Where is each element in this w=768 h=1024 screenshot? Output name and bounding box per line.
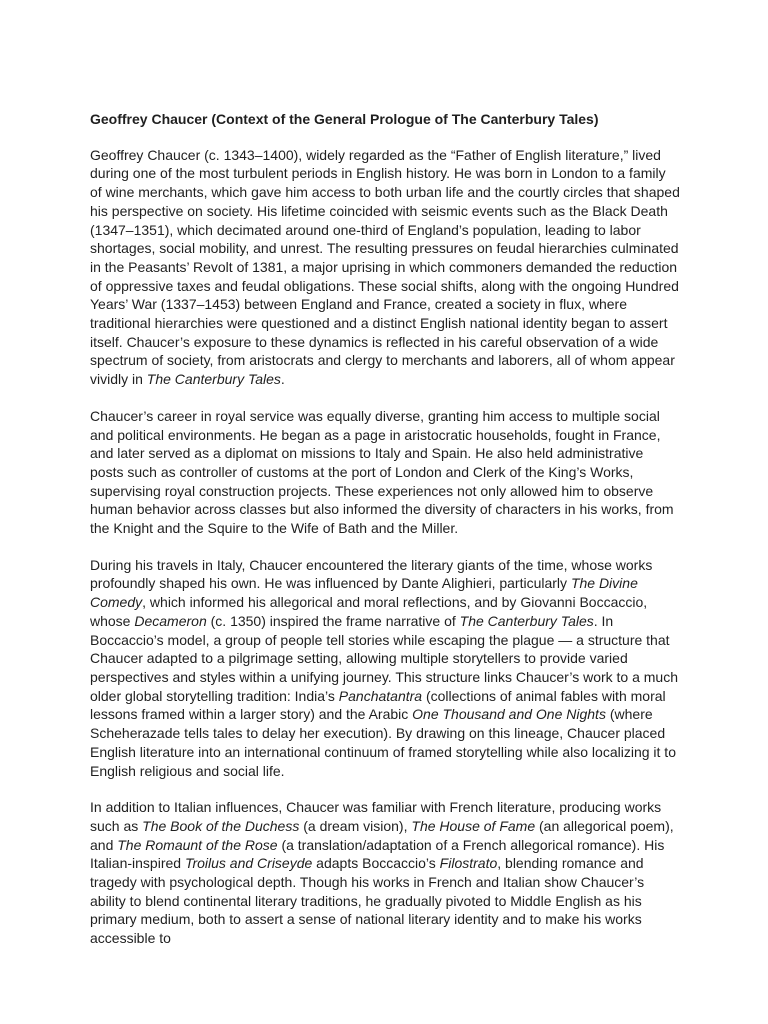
italic-title-text: The Canterbury Tales [146,371,281,388]
italic-title-text: The Canterbury Tales [459,612,594,629]
paragraph-text: , blending romance and tragedy with psychological depth. Though his works in French and Italian show Chaucer’s ability to blend continental literary traditions, he gradually pivoted to Middle English as his primary medium, both to assert a sense of national literary identity and to make his works accessible to [90,855,645,947]
paragraph-text: (where Scheherazade tells tales to delay her execution). By drawing on this lineage, Chaucer placed English literature into an international continuum of framed storytelling while also localizing it to English religious and social life. [90,706,676,779]
italic-title-text: The Romaunt of the Rose [117,836,278,853]
paragraph-text: Geoffrey Chaucer (c. 1343–1400), widely regarded as the “Father of English literature,” lived during one of the most turbulent periods in English history. He was born in London to a family of wine merchants, which gave him access to both urban life and the courtly circles that shaped his perspective on society. His lifetime coincided with seismic events such as the Black Death (1347–1351), which decimated around one-third of England’s population, leading to labor shortages, social mobility, and unrest. The resulting pressures on feudal hierarchies culminated in the Peasants’ Revolt of 1381, a major uprising in which commoners demanded the reduction of oppressive taxes and feudal obligations. These social shifts, along with the ongoing Hundred Years’ War (1337–1453) between England and France, created a society in flux, where traditional hierarchies were questioned and a distinct English national identity began to assert itself. Chaucer’s exposure to these dynamics is reflected in his careful observation of a wide spectrum of society, from aristocrats and clergy to merchants and laborers, all of whom appear vividly in [90,146,680,388]
paragraph-text: . [280,371,285,388]
paragraph-text: adapts Boccaccio’s [312,855,440,872]
italic-title-text: Decameron [134,612,207,629]
paragraph [90,407,680,538]
paragraph-text: (an allegorical poem), and [90,817,674,853]
paragraph-text: (collections of animal fables with moral lessons framed within a larger story) and the Arabic [90,687,666,723]
paragraph-text: (a translation/adaptation of a French allegorical romance). His Italian-inspired [90,836,665,872]
document-page [90,110,680,966]
paragraph-text: (c. 1350) inspired the frame narrative of [206,612,460,629]
italic-title-text: The Divine Comedy [90,575,638,611]
paragraph [90,798,680,948]
paragraph-text: In addition to Italian influences, Chaucer was familiar with French literature, producing works such as [90,799,662,834]
italic-title-text: One Thousand and One Nights [412,706,606,723]
paragraph-text: Chaucer’s career in royal service was equally diverse, granting him access to multiple social and political environments. He began as a page in aristocratic households, fought in France, and later served as a diplomat on missions to Italy and Spain. He also held administrative posts such as controller of customs at the port of London and Clerk of the King’s Works, supervising royal construction projects. These experiences not only allowed him to observe human behavior across classes but also informed the diversity of characters in his works, from the Knight and the Squire to the Wife of Bath and the Miller. [90,407,674,537]
paragraph-text: . In Boccaccio’s model, a group of people tell stories while escaping the plague — a structure that Chaucer adapted to a pilgrimage setting, allowing multiple storytellers to provide varied perspectives and styles within a unifying journey. This structure links Chaucer’s work to a much older global storytelling tradition: India’s [90,612,679,704]
paragraph [90,556,680,780]
paragraph-text: , which informed his allegorical and moral reflections, and by Giovanni Boccaccio, whose [90,594,648,629]
italic-title-text: The Book of the Duchess [142,817,300,834]
paragraph-text: (a dream vision), [299,817,412,834]
document-body [90,146,680,948]
italic-title-text: Troilus and Criseyde [184,855,313,872]
document-title: Geoffrey Chaucer (Context of the General Prologue of The Canterbury Tales) [90,111,599,127]
paragraph [90,146,680,389]
paragraph-text: During his travels in Italy, Chaucer encountered the literary giants of the time, whose works profoundly shaped his own. He was influenced by Dante Alighieri, particularly [90,556,653,592]
italic-title-text: The House of Fame [411,817,536,834]
italic-title-text: Filostrato [439,855,498,872]
italic-title-text: Panchatantra [338,687,423,704]
